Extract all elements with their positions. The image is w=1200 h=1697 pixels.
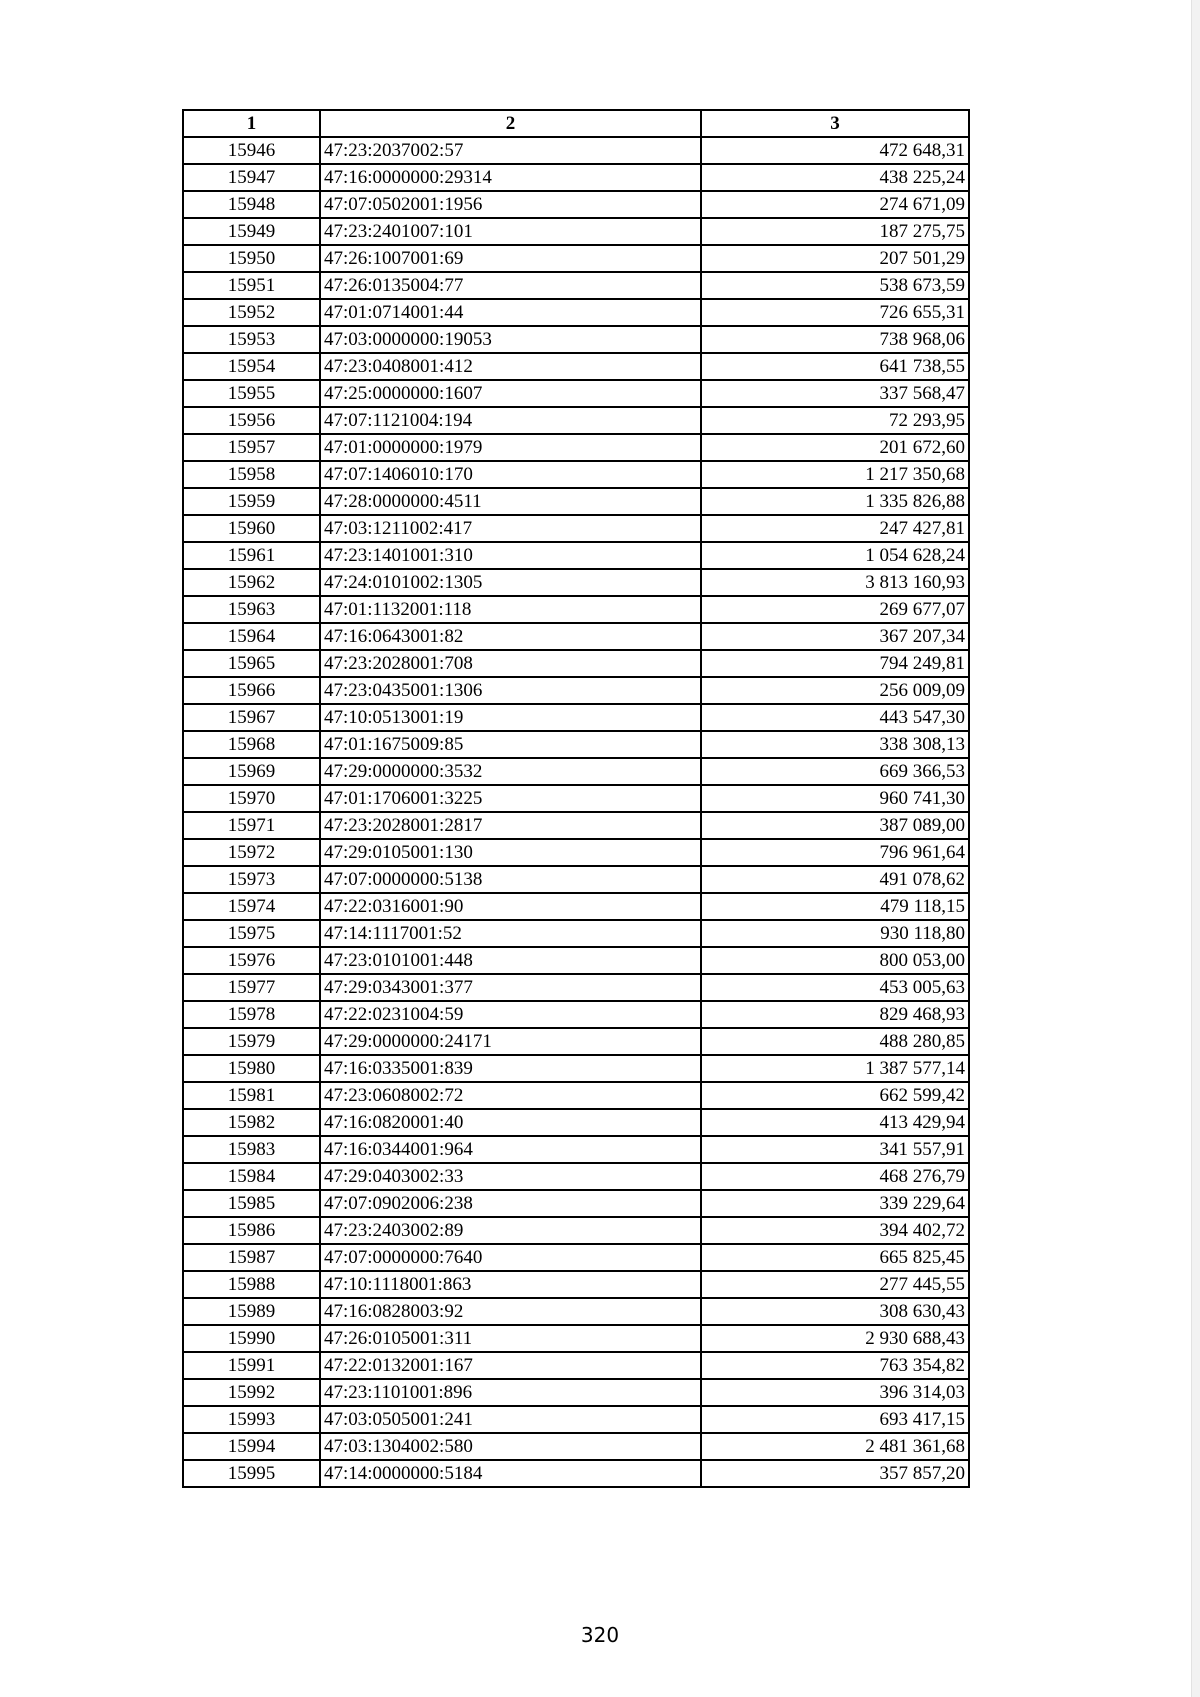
value-cell: 829 468,93	[701, 1001, 969, 1028]
value-cell: 491 078,62	[701, 866, 969, 893]
cadastral-number-cell: 47:10:1118001:863	[320, 1271, 701, 1298]
value-cell: 960 741,30	[701, 785, 969, 812]
registry-table	[182, 109, 970, 1488]
row-number-cell: 15990	[183, 1325, 320, 1352]
value-cell: 796 961,64	[701, 839, 969, 866]
table-row	[183, 1325, 969, 1352]
table-row	[183, 1271, 969, 1298]
cadastral-number-cell: 47:24:0101002:1305	[320, 569, 701, 596]
value-cell: 794 249,81	[701, 650, 969, 677]
table-row	[183, 191, 969, 218]
value-cell: 438 225,24	[701, 164, 969, 191]
value-cell: 443 547,30	[701, 704, 969, 731]
row-number-cell: 15989	[183, 1298, 320, 1325]
value-cell: 2 930 688,43	[701, 1325, 969, 1352]
row-number-cell: 15946	[183, 137, 320, 164]
value-cell: 1 054 628,24	[701, 542, 969, 569]
cadastral-number-cell: 47:23:0101001:448	[320, 947, 701, 974]
cadastral-number-cell: 47:22:0132001:167	[320, 1352, 701, 1379]
row-number-cell: 15980	[183, 1055, 320, 1082]
cadastral-number-cell: 47:03:0000000:19053	[320, 326, 701, 353]
column-header-2: 2	[320, 110, 701, 137]
cadastral-number-cell: 47:03:1304002:580	[320, 1433, 701, 1460]
table-row	[183, 1352, 969, 1379]
table-row	[183, 407, 969, 434]
value-cell: 72 293,95	[701, 407, 969, 434]
cadastral-number-cell: 47:07:1406010:170	[320, 461, 701, 488]
table-row	[183, 623, 969, 650]
row-number-cell: 15986	[183, 1217, 320, 1244]
row-number-cell: 15961	[183, 542, 320, 569]
row-number-cell: 15949	[183, 218, 320, 245]
value-cell: 413 429,94	[701, 1109, 969, 1136]
row-number-cell: 15962	[183, 569, 320, 596]
cadastral-number-cell: 47:23:1101001:896	[320, 1379, 701, 1406]
row-number-cell: 15955	[183, 380, 320, 407]
value-cell: 641 738,55	[701, 353, 969, 380]
table-row	[183, 866, 969, 893]
table-row	[183, 1460, 969, 1487]
row-number-cell: 15992	[183, 1379, 320, 1406]
value-cell: 468 276,79	[701, 1163, 969, 1190]
value-cell: 387 089,00	[701, 812, 969, 839]
value-cell: 669 366,53	[701, 758, 969, 785]
cadastral-number-cell: 47:23:0408001:412	[320, 353, 701, 380]
table-row	[183, 947, 969, 974]
row-number-cell: 15954	[183, 353, 320, 380]
cadastral-number-cell: 47:03:1211002:417	[320, 515, 701, 542]
table-row	[183, 272, 969, 299]
table-row	[183, 1244, 969, 1271]
table-row	[183, 488, 969, 515]
cadastral-number-cell: 47:16:0335001:839	[320, 1055, 701, 1082]
cadastral-number-cell: 47:23:2401007:101	[320, 218, 701, 245]
cadastral-number-cell: 47:01:1675009:85	[320, 731, 701, 758]
row-number-cell: 15947	[183, 164, 320, 191]
table-row	[183, 326, 969, 353]
cadastral-number-cell: 47:29:0000000:3532	[320, 758, 701, 785]
row-number-cell: 15969	[183, 758, 320, 785]
row-number-cell: 15995	[183, 1460, 320, 1487]
row-number-cell: 15963	[183, 596, 320, 623]
table-row	[183, 785, 969, 812]
cadastral-number-cell: 47:26:0105001:311	[320, 1325, 701, 1352]
cadastral-number-cell: 47:29:0343001:377	[320, 974, 701, 1001]
value-cell: 665 825,45	[701, 1244, 969, 1271]
cadastral-number-cell: 47:26:1007001:69	[320, 245, 701, 272]
table-row	[183, 704, 969, 731]
row-number-cell: 15981	[183, 1082, 320, 1109]
table-row	[183, 569, 969, 596]
cadastral-number-cell: 47:16:0828003:92	[320, 1298, 701, 1325]
value-cell: 1 387 577,14	[701, 1055, 969, 1082]
row-number-cell: 15977	[183, 974, 320, 1001]
value-cell: 277 445,55	[701, 1271, 969, 1298]
table-row	[183, 731, 969, 758]
row-number-cell: 15970	[183, 785, 320, 812]
value-cell: 338 308,13	[701, 731, 969, 758]
table-row	[183, 1190, 969, 1217]
row-number-cell: 15960	[183, 515, 320, 542]
value-cell: 339 229,64	[701, 1190, 969, 1217]
cadastral-number-cell: 47:23:0435001:1306	[320, 677, 701, 704]
cadastral-number-cell: 47:07:0000000:7640	[320, 1244, 701, 1271]
table-row	[183, 812, 969, 839]
cadastral-number-cell: 47:01:1132001:118	[320, 596, 701, 623]
row-number-cell: 15958	[183, 461, 320, 488]
table-row	[183, 839, 969, 866]
row-number-cell: 15964	[183, 623, 320, 650]
value-cell: 800 053,00	[701, 947, 969, 974]
value-cell: 538 673,59	[701, 272, 969, 299]
table-row	[183, 920, 969, 947]
row-number-cell: 15993	[183, 1406, 320, 1433]
cadastral-number-cell: 47:28:0000000:4511	[320, 488, 701, 515]
table-row	[183, 974, 969, 1001]
table-row	[183, 758, 969, 785]
table-row	[183, 137, 969, 164]
table-row	[183, 245, 969, 272]
cadastral-number-cell: 47:29:0403002:33	[320, 1163, 701, 1190]
value-cell: 274 671,09	[701, 191, 969, 218]
cadastral-number-cell: 47:14:1117001:52	[320, 920, 701, 947]
row-number-cell: 15975	[183, 920, 320, 947]
value-cell: 693 417,15	[701, 1406, 969, 1433]
row-number-cell: 15948	[183, 191, 320, 218]
cadastral-number-cell: 47:16:0643001:82	[320, 623, 701, 650]
row-number-cell: 15974	[183, 893, 320, 920]
row-number-cell: 15971	[183, 812, 320, 839]
row-number-cell: 15987	[183, 1244, 320, 1271]
value-cell: 247 427,81	[701, 515, 969, 542]
table-row	[183, 1433, 969, 1460]
cadastral-number-cell: 47:16:0344001:964	[320, 1136, 701, 1163]
row-number-cell: 15957	[183, 434, 320, 461]
cadastral-number-cell: 47:07:1121004:194	[320, 407, 701, 434]
value-cell: 472 648,31	[701, 137, 969, 164]
value-cell: 763 354,82	[701, 1352, 969, 1379]
table-row	[183, 650, 969, 677]
row-number-cell: 15952	[183, 299, 320, 326]
cadastral-number-cell: 47:22:0231004:59	[320, 1001, 701, 1028]
table-row	[183, 218, 969, 245]
table-row	[183, 1082, 969, 1109]
cadastral-number-cell: 47:07:0000000:5138	[320, 866, 701, 893]
value-cell: 396 314,03	[701, 1379, 969, 1406]
value-cell: 488 280,85	[701, 1028, 969, 1055]
cadastral-number-cell: 47:23:2037002:57	[320, 137, 701, 164]
cadastral-number-cell: 47:29:0000000:24171	[320, 1028, 701, 1055]
table-row	[183, 1379, 969, 1406]
value-cell: 479 118,15	[701, 893, 969, 920]
cadastral-number-cell: 47:10:0513001:19	[320, 704, 701, 731]
value-cell: 1 217 350,68	[701, 461, 969, 488]
row-number-cell: 15984	[183, 1163, 320, 1190]
table-row	[183, 353, 969, 380]
table-row	[183, 893, 969, 920]
table-row	[183, 434, 969, 461]
cadastral-number-cell: 47:01:0714001:44	[320, 299, 701, 326]
table-header	[183, 110, 969, 137]
value-cell: 308 630,43	[701, 1298, 969, 1325]
row-number-cell: 15972	[183, 839, 320, 866]
value-cell: 337 568,47	[701, 380, 969, 407]
row-number-cell: 15951	[183, 272, 320, 299]
cadastral-number-cell: 47:16:0820001:40	[320, 1109, 701, 1136]
table-row	[183, 461, 969, 488]
value-cell: 269 677,07	[701, 596, 969, 623]
table-row	[183, 1055, 969, 1082]
value-cell: 256 009,09	[701, 677, 969, 704]
cadastral-number-cell: 47:23:2028001:2817	[320, 812, 701, 839]
table-body	[183, 137, 969, 1487]
table-row	[183, 299, 969, 326]
table-row	[183, 515, 969, 542]
row-number-cell: 15966	[183, 677, 320, 704]
table-row	[183, 677, 969, 704]
value-cell: 394 402,72	[701, 1217, 969, 1244]
row-number-cell: 15994	[183, 1433, 320, 1460]
cadastral-number-cell: 47:22:0316001:90	[320, 893, 701, 920]
table-row	[183, 1001, 969, 1028]
cadastral-number-cell: 47:01:1706001:3225	[320, 785, 701, 812]
value-cell: 357 857,20	[701, 1460, 969, 1487]
table-row	[183, 596, 969, 623]
cadastral-number-cell: 47:25:0000000:1607	[320, 380, 701, 407]
cadastral-number-cell: 47:23:2028001:708	[320, 650, 701, 677]
row-number-cell: 15953	[183, 326, 320, 353]
table-row	[183, 1163, 969, 1190]
row-number-cell: 15991	[183, 1352, 320, 1379]
value-cell: 738 968,06	[701, 326, 969, 353]
table-row	[183, 1109, 969, 1136]
value-cell: 1 335 826,88	[701, 488, 969, 515]
value-cell: 207 501,29	[701, 245, 969, 272]
cadastral-number-cell: 47:07:0902006:238	[320, 1190, 701, 1217]
table-row	[183, 1298, 969, 1325]
value-cell: 2 481 361,68	[701, 1433, 969, 1460]
row-number-cell: 15976	[183, 947, 320, 974]
value-cell: 187 275,75	[701, 218, 969, 245]
row-number-cell: 15950	[183, 245, 320, 272]
cadastral-number-cell: 47:23:1401001:310	[320, 542, 701, 569]
cadastral-number-cell: 47:26:0135004:77	[320, 272, 701, 299]
row-number-cell: 15967	[183, 704, 320, 731]
value-cell: 662 599,42	[701, 1082, 969, 1109]
row-number-cell: 15979	[183, 1028, 320, 1055]
row-number-cell: 15956	[183, 407, 320, 434]
table-row	[183, 380, 969, 407]
table-row	[183, 1028, 969, 1055]
cadastral-number-cell: 47:14:0000000:5184	[320, 1460, 701, 1487]
table-row	[183, 1136, 969, 1163]
header-row	[183, 110, 969, 137]
row-number-cell: 15988	[183, 1271, 320, 1298]
value-cell: 930 118,80	[701, 920, 969, 947]
column-header-3: 3	[701, 110, 969, 137]
row-number-cell: 15983	[183, 1136, 320, 1163]
cadastral-number-cell: 47:07:0502001:1956	[320, 191, 701, 218]
page-number: 320	[580, 1623, 620, 1647]
value-cell: 367 207,34	[701, 623, 969, 650]
cadastral-number-cell: 47:01:0000000:1979	[320, 434, 701, 461]
cadastral-number-cell: 47:29:0105001:130	[320, 839, 701, 866]
cadastral-number-cell: 47:23:0608002:72	[320, 1082, 701, 1109]
value-cell: 341 557,91	[701, 1136, 969, 1163]
row-number-cell: 15978	[183, 1001, 320, 1028]
row-number-cell: 15982	[183, 1109, 320, 1136]
row-number-cell: 15968	[183, 731, 320, 758]
table-row	[183, 164, 969, 191]
table-row	[183, 542, 969, 569]
row-number-cell: 15959	[183, 488, 320, 515]
table-row	[183, 1217, 969, 1244]
page-edge	[1191, 0, 1200, 1697]
row-number-cell: 15965	[183, 650, 320, 677]
row-number-cell: 15985	[183, 1190, 320, 1217]
cadastral-number-cell: 47:16:0000000:29314	[320, 164, 701, 191]
table-row	[183, 1406, 969, 1433]
value-cell: 453 005,63	[701, 974, 969, 1001]
value-cell: 201 672,60	[701, 434, 969, 461]
cadastral-number-cell: 47:23:2403002:89	[320, 1217, 701, 1244]
column-header-1: 1	[183, 110, 320, 137]
row-number-cell: 15973	[183, 866, 320, 893]
cadastral-number-cell: 47:03:0505001:241	[320, 1406, 701, 1433]
value-cell: 3 813 160,93	[701, 569, 969, 596]
value-cell: 726 655,31	[701, 299, 969, 326]
